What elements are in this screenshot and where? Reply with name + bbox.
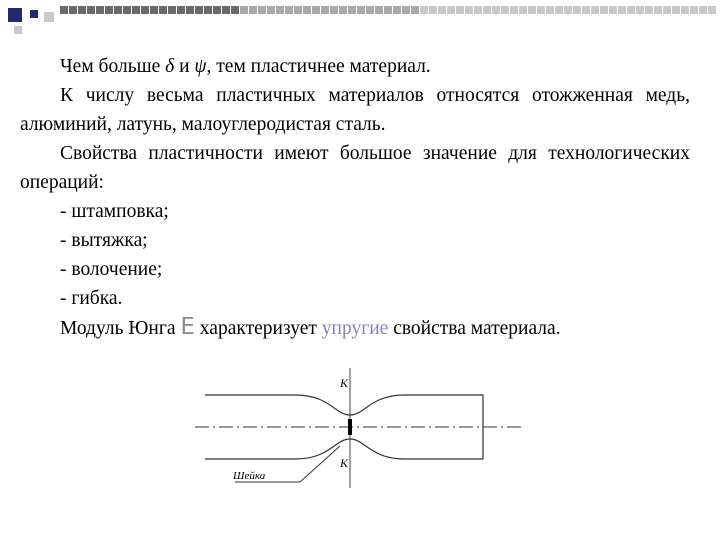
checker-cell <box>609 6 617 14</box>
checker-cell <box>402 6 410 14</box>
checker-cell <box>150 6 158 14</box>
checker-cell <box>312 6 320 14</box>
p1-after: , тем пластичнее материал. <box>206 56 431 77</box>
checker-cell <box>168 6 176 14</box>
delta-symbol: δ <box>165 56 175 77</box>
list-item-stamping: - штамповка; <box>60 201 169 222</box>
checker-cell <box>474 6 482 14</box>
label-neck: Шейка <box>233 470 266 482</box>
list-item-drawing: - вытяжка; <box>60 230 148 251</box>
checker-cell <box>195 6 203 14</box>
checker-cell <box>303 6 311 14</box>
list-item-bending: - гибка. <box>60 288 123 309</box>
checker-cell <box>663 6 671 14</box>
checker-cell <box>321 6 329 14</box>
checker-cell <box>132 6 140 14</box>
checker-cell <box>222 6 230 14</box>
deco-light-square-2 <box>14 26 22 34</box>
checker-cell <box>339 6 347 14</box>
accent-square-large <box>8 8 22 22</box>
neck-leader-line-diagonal <box>300 446 340 482</box>
checker-cell <box>699 6 707 14</box>
checker-cell <box>204 6 212 14</box>
accent-square-small <box>30 10 38 18</box>
checker-cell <box>159 6 167 14</box>
checker-cell <box>708 6 716 14</box>
checker-cell <box>411 6 419 14</box>
checker-cell <box>213 6 221 14</box>
checker-cell <box>528 6 536 14</box>
checker-cell <box>681 6 689 14</box>
checker-cell <box>447 6 455 14</box>
checker-cell <box>672 6 680 14</box>
checker-cell <box>438 6 446 14</box>
checker-cell <box>555 6 563 14</box>
checker-cell <box>420 6 428 14</box>
checker-cell <box>636 6 644 14</box>
checker-cell <box>510 6 518 14</box>
checker-cell <box>519 6 527 14</box>
checker-cell <box>348 6 356 14</box>
checker-cell <box>429 6 437 14</box>
specimen-outline-top <box>205 395 483 427</box>
label-k-bottom: К <box>340 456 348 470</box>
checker-cell <box>618 6 626 14</box>
checker-cell <box>582 6 590 14</box>
checker-cell <box>492 6 500 14</box>
checker-cell <box>123 6 131 14</box>
checker-cell <box>384 6 392 14</box>
checker-cell <box>78 6 86 14</box>
paragraph-ductility <box>20 52 690 81</box>
p1-mid: и <box>174 56 195 77</box>
checker-cell <box>645 6 653 14</box>
title-decoration <box>0 0 720 36</box>
checker-cell <box>141 6 149 14</box>
p4-after: свойства материала. <box>388 318 561 339</box>
checker-bar <box>60 6 716 14</box>
paragraph-materials: К числу весьма пластичных материалов относятся отожженная медь, алюминий, латунь, малоуглеродистая сталь. <box>20 85 690 135</box>
checker-cell <box>276 6 284 14</box>
checker-cell <box>60 6 68 14</box>
checker-cell <box>186 6 194 14</box>
slide-body <box>20 52 690 343</box>
checker-cell <box>267 6 275 14</box>
checker-cell <box>465 6 473 14</box>
checker-cell <box>456 6 464 14</box>
specimen-outline-bottom <box>205 427 483 459</box>
necking-specimen-diagram <box>195 360 525 490</box>
checker-cell <box>537 6 545 14</box>
checker-cell <box>105 6 113 14</box>
psi-symbol: ψ <box>194 56 207 77</box>
checker-cell <box>690 6 698 14</box>
list-item-wire-drawing: - волочение; <box>60 259 163 280</box>
checker-cell <box>285 6 293 14</box>
checker-cell <box>573 6 581 14</box>
label-k-top: К <box>340 376 348 390</box>
checker-cell <box>249 6 257 14</box>
checker-cell <box>600 6 608 14</box>
checker-cell <box>258 6 266 14</box>
checker-cell <box>366 6 374 14</box>
paragraph-young-modulus <box>20 313 690 343</box>
checker-cell <box>294 6 302 14</box>
checker-cell <box>654 6 662 14</box>
checker-cell <box>564 6 572 14</box>
checker-cell <box>357 6 365 14</box>
deco-light-square <box>44 12 54 22</box>
checker-cell <box>591 6 599 14</box>
checker-cell <box>483 6 491 14</box>
checker-cell <box>393 6 401 14</box>
checker-cell <box>240 6 248 14</box>
checker-cell <box>87 6 95 14</box>
checker-cell <box>177 6 185 14</box>
checker-cell <box>96 6 104 14</box>
p4-before: Модуль Юнга <box>60 318 181 339</box>
paragraph-operations: Свойства пластичности имеют большое значение для технологических операций: <box>20 143 690 193</box>
p1-before: Чем больше <box>60 56 166 77</box>
checker-cell <box>69 6 77 14</box>
checker-cell <box>330 6 338 14</box>
neck-marker <box>348 419 352 435</box>
checker-cell <box>501 6 509 14</box>
p4-middle: характеризует <box>194 318 322 339</box>
checker-cell <box>375 6 383 14</box>
checker-cell <box>546 6 554 14</box>
elastic-word: упругие <box>321 318 389 339</box>
checker-cell <box>627 6 635 14</box>
checker-cell <box>231 6 239 14</box>
checker-cell <box>114 6 122 14</box>
young-modulus-symbol: Е <box>180 314 195 340</box>
